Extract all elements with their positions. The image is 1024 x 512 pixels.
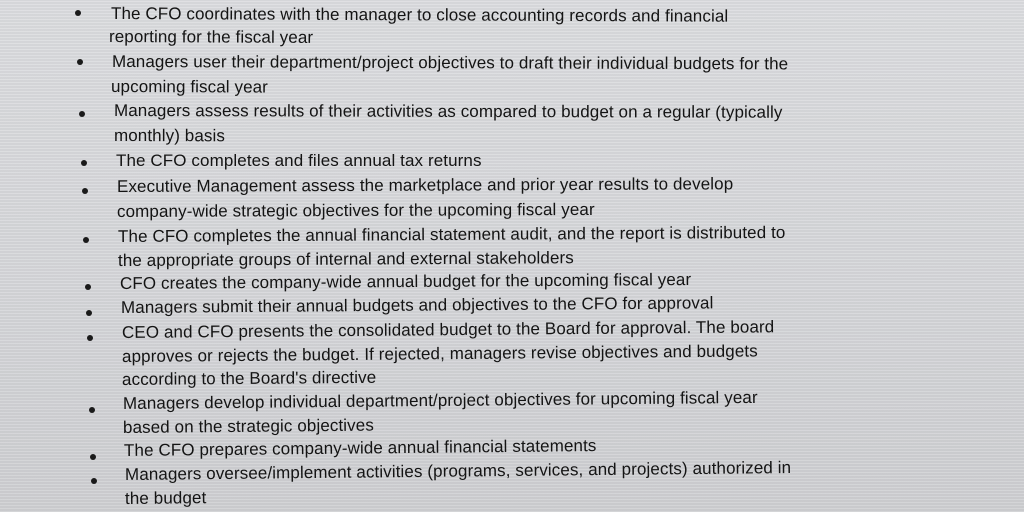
list-item-line: the budget xyxy=(124,488,207,508)
list-item-line: The CFO coordinates with the manager to close accounting records and financial xyxy=(110,4,729,26)
list-item-line: approves or rejects the budget. If rejected, managers revise objectives and budgets xyxy=(121,341,758,366)
list-item-line: monthly) basis xyxy=(113,126,226,146)
bullet-icon xyxy=(89,407,95,413)
list-item-line: according to the Board's directive xyxy=(121,367,377,389)
list-item-line: Managers assess results of their activities as compared to budget on a regular (typically xyxy=(113,101,783,122)
list-item-line: based on the strategic objectives xyxy=(122,415,374,437)
list-item-line: upcoming fiscal year xyxy=(110,77,269,97)
list-item-line: Managers user their department/project objectives to draft their individual budgets for the xyxy=(111,52,789,74)
list-item-line: Managers develop individual department/project objectives for upcoming fiscal year xyxy=(122,387,758,413)
bullet-icon xyxy=(86,310,92,316)
bullet-icon xyxy=(85,284,91,290)
list-item-line: The CFO completes and files annual tax returns xyxy=(116,151,482,170)
bullet-icon xyxy=(90,454,96,460)
list-item-line: Managers submit their annual budgets and objectives to the CFO for approval xyxy=(120,293,714,317)
list-item-line: The CFO completes the annual financial statement audit, and the report is distributed to xyxy=(117,222,786,246)
bullet-icon xyxy=(77,59,83,65)
list-item-line: reporting for the fiscal year xyxy=(108,27,314,47)
list-item-line: CEO and CFO presents the consolidated budget to the Board for approval. The board xyxy=(121,317,775,342)
list-item-line: company-wide strategic objectives for the upcoming fiscal year xyxy=(116,199,595,221)
list-item-line: Executive Management assess the marketplace and prior year results to develop xyxy=(116,174,734,196)
bullet-icon xyxy=(81,160,87,166)
bullet-icon xyxy=(75,10,81,16)
list-item-line: the appropriate groups of internal and external stakeholders xyxy=(117,248,574,270)
list-item-line: CFO creates the company-wide annual budget for the upcoming fiscal year xyxy=(119,270,692,293)
bullet-icon xyxy=(87,335,93,341)
list-item-line: Managers oversee/implement activities (programs, services, and projects) authorized in xyxy=(124,458,792,484)
list-item-line: The CFO prepares company-wide annual financial statements xyxy=(123,436,597,460)
bullet-icon xyxy=(83,237,89,243)
bullet-icon xyxy=(79,111,85,117)
bullet-icon xyxy=(91,478,97,484)
bullet-icon xyxy=(82,188,88,194)
